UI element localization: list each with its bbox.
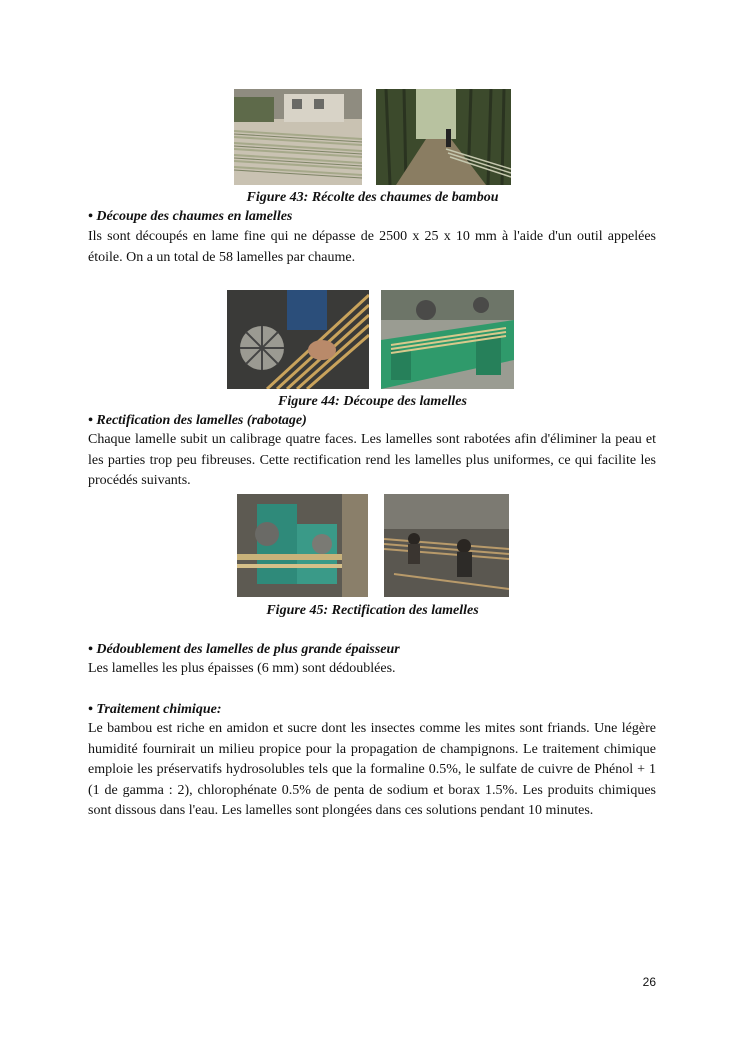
page-number: 26 bbox=[642, 975, 656, 989]
section-text-rectification: Chaque lamelle subit un calibrage quatre faces. Les lamelles sont rabotées afin d'éliminer la peau et les parties trop peu fibreuses. Cette rectification rend les lamelles plus uniformes, ce qui facilite les procédés suivants. bbox=[88, 432, 656, 488]
section-heading-traitement: • Traitement chimique: bbox=[88, 702, 222, 717]
green-splitting-machine-photo bbox=[381, 290, 514, 389]
planing-machine-photo bbox=[237, 494, 368, 597]
bamboo-poles-pile-photo bbox=[234, 89, 362, 185]
section-text-dedoublement: Les lamelles les plus épaisses (6 mm) sont dédoublées. bbox=[88, 661, 396, 676]
workshop-workers-photo bbox=[384, 494, 509, 597]
bamboo-forest-path-photo bbox=[376, 89, 511, 185]
figure-44-caption: Figure 44: Découpe des lamelles bbox=[278, 394, 467, 409]
star-splitting-tool-photo bbox=[227, 290, 369, 389]
section-heading-dedoublement: • Dédoublement des lamelles de plus grande épaisseur bbox=[88, 642, 400, 657]
figure-43-caption: Figure 43: Récolte des chaumes de bambou bbox=[246, 190, 499, 205]
figure-45-caption: Figure 45: Rectification des lamelles bbox=[266, 603, 479, 618]
section-text-decoupe: Ils sont découpés en lame fine qui ne dépasse de 2500 x 25 x 10 mm à l'aide d'un outil appelées étoile. On a un total de 58 lamelles par chaume. bbox=[88, 229, 656, 265]
section-text-traitement: Le bambou est riche en amidon et sucre dont les insectes comme les mites sont friands. Une légère humidité fournirait un milieu propice pour la propagation de champignons. Le traitement chimique emploie les préservatifs hydrosolubles tels que la formaline 0.5%, le sulfate de cuivre de Phénol + 1 (1 de gamma : 2), chlorophénate 0.5% de penta de sodium et borax 1.5%. Les produits chimiques sont dissous dans l'eau. Les lamelles sont plongées dans ces solutions pendant 10 minutes. bbox=[88, 721, 656, 818]
section-heading-decoupe: • Découpe des chaumes en lamelles bbox=[88, 209, 293, 224]
section-heading-rectification: • Rectification des lamelles (rabotage) bbox=[88, 413, 307, 428]
